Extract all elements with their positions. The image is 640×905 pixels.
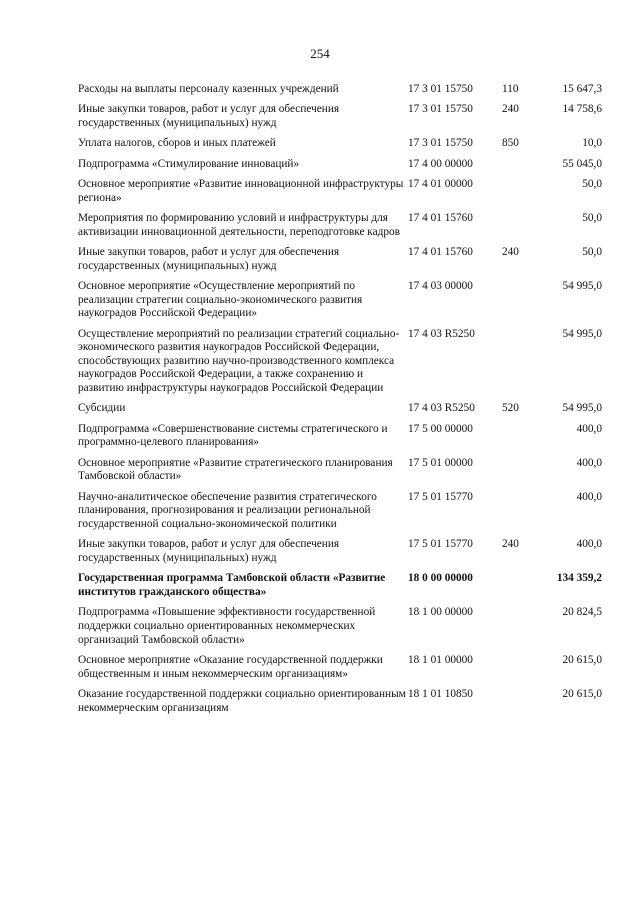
row-amount: 20 824,5	[562, 606, 602, 619]
row-name: Государственная программа Тамбовской области «Развитие институтов гражданского общества»	[78, 572, 386, 598]
table-row	[78, 423, 602, 457]
row-name: Подпрограмма «Повышение эффективности государственной поддержки социально ориентированных некоммерческих организаций Тамбовской области»	[78, 606, 376, 646]
table-row	[78, 178, 602, 212]
page-number: 254	[310, 46, 330, 61]
row-expense-type	[502, 654, 542, 688]
table-row	[78, 457, 602, 491]
row-name: Научно-аналитическое обеспечение развития стратегического планирования, прогнозирования и реализации региональной государственной социально-экономической политики	[78, 490, 377, 530]
row-amount: 14 758,6	[562, 103, 602, 116]
budget-table-body	[78, 83, 602, 722]
row-expense-type	[502, 328, 542, 403]
row-expense-type	[502, 457, 542, 491]
row-expense-type	[502, 212, 542, 246]
row-amount: 54 995,0	[562, 402, 602, 415]
table-row	[78, 688, 602, 722]
row-amount: 54 995,0	[562, 280, 602, 293]
row-name: Иные закупки товаров, работ и услуг для обеспечения государственных (муниципальных) нужд	[78, 103, 340, 129]
row-name: Иные закупки товаров, работ и услуг для обеспечения государственных (муниципальных) нужд	[78, 246, 340, 272]
row-name: Основное мероприятие «Развитие стратегического планирования Тамбовской области»	[78, 456, 393, 483]
table-row	[78, 328, 602, 403]
row-code: 17 4 03 R5250	[408, 402, 475, 415]
row-name: Субсидии	[78, 402, 126, 415]
row-expense-type	[502, 606, 542, 654]
row-amount: 400,0	[576, 456, 602, 469]
table-row	[78, 83, 602, 103]
table-row	[78, 280, 602, 328]
row-name: Оказание государственной поддержки социально ориентированным некоммерческим организациям	[78, 687, 406, 714]
table-row	[78, 402, 602, 422]
row-name: Основное мероприятие «Осуществление мероприятий по реализации стратегии социально-экономического развития наукоградов Российской Федерации»	[78, 280, 363, 320]
row-code: 18 1 01 00000	[408, 653, 473, 666]
row-code: 17 5 01 15770	[408, 490, 473, 503]
row-code: 17 4 01 15760	[408, 246, 473, 259]
row-code: 17 5 00 00000	[408, 422, 473, 435]
row-expense-type	[502, 572, 542, 606]
row-code: 17 4 00 00000	[408, 157, 473, 170]
row-expense-type	[502, 688, 542, 722]
row-code: 17 4 01 15760	[408, 212, 473, 225]
row-amount: 400,0	[576, 490, 602, 503]
table-row	[78, 538, 602, 572]
row-amount: 134 359,2	[556, 572, 602, 585]
row-code: 17 4 01 00000	[408, 178, 473, 191]
row-expense-type: 850	[502, 137, 519, 150]
row-code: 17 5 01 15770	[408, 538, 473, 551]
row-expense-type: 520	[502, 402, 519, 415]
row-amount: 20 615,0	[562, 687, 602, 700]
row-expense-type: 240	[502, 246, 519, 259]
row-code: 18 1 01 10850	[408, 687, 473, 700]
row-amount: 400,0	[576, 422, 602, 435]
row-expense-type	[502, 491, 542, 539]
row-amount: 55 045,0	[562, 157, 602, 170]
row-name: Подпрограмма «Совершенствование системы стратегического и программно-целевого планирования»	[78, 422, 388, 449]
row-expense-type: 240	[502, 103, 519, 116]
row-name: Осуществление мероприятий по реализации стратегий социально-экономического развития наукоградов Российской Федерации, способствующих развитию научно-производственного комплекса наукоградов Российской Федерации, а также сохранению и развитию инфраструктуры наукоградов Российской Федерации	[78, 327, 400, 395]
row-code: 17 4 03 00000	[408, 280, 473, 293]
row-name: Расходы на выплаты персоналу казенных учреждений	[78, 83, 339, 95]
table-row	[78, 137, 602, 157]
table-row	[78, 654, 602, 688]
table-row	[78, 491, 602, 539]
budget-table	[78, 83, 602, 722]
row-expense-type: 240	[502, 538, 519, 551]
row-code: 17 3 01 15750	[408, 83, 473, 95]
row-amount: 10,0	[582, 137, 602, 150]
row-expense-type: 110	[502, 83, 519, 95]
row-name: Основное мероприятие «Оказание государственной поддержки общественным и иным некоммерческим организациям»	[78, 653, 383, 680]
row-name: Уплата налогов, сборов и иных платежей	[78, 137, 276, 150]
row-amount: 20 615,0	[562, 653, 602, 666]
table-row	[78, 212, 602, 246]
row-code: 17 5 01 00000	[408, 456, 473, 469]
row-expense-type	[502, 178, 542, 212]
table-row	[78, 246, 602, 280]
table-row	[78, 606, 602, 654]
row-name: Мероприятия по формированию условий и инфраструктуры для активизации инновационной деятельности, переподготовке кадров	[78, 212, 401, 238]
table-row	[78, 158, 602, 178]
row-code: 17 4 03 R5250	[408, 327, 475, 340]
row-code: 17 3 01 15750	[408, 103, 473, 116]
table-row	[78, 103, 602, 137]
row-amount: 50,0	[582, 212, 602, 225]
row-amount: 15 647,3	[562, 83, 602, 95]
row-name: Основное мероприятие «Развитие инновационной инфраструктуры региона»	[78, 178, 404, 204]
row-amount: 400,0	[576, 538, 602, 551]
row-name: Подпрограмма «Стимулирование инноваций»	[78, 157, 300, 170]
table-row	[78, 572, 602, 606]
row-code: 18 0 00 00000	[408, 572, 473, 585]
row-amount: 54 995,0	[562, 327, 602, 340]
row-code: 17 3 01 15750	[408, 137, 473, 150]
row-expense-type	[502, 158, 542, 178]
row-amount: 50,0	[582, 178, 602, 191]
row-expense-type	[502, 280, 542, 328]
row-name: Иные закупки товаров, работ и услуг для обеспечения государственных (муниципальных) нужд	[78, 538, 340, 564]
row-code: 18 1 00 00000	[408, 606, 473, 619]
row-expense-type	[502, 423, 542, 457]
row-amount: 50,0	[582, 246, 602, 259]
